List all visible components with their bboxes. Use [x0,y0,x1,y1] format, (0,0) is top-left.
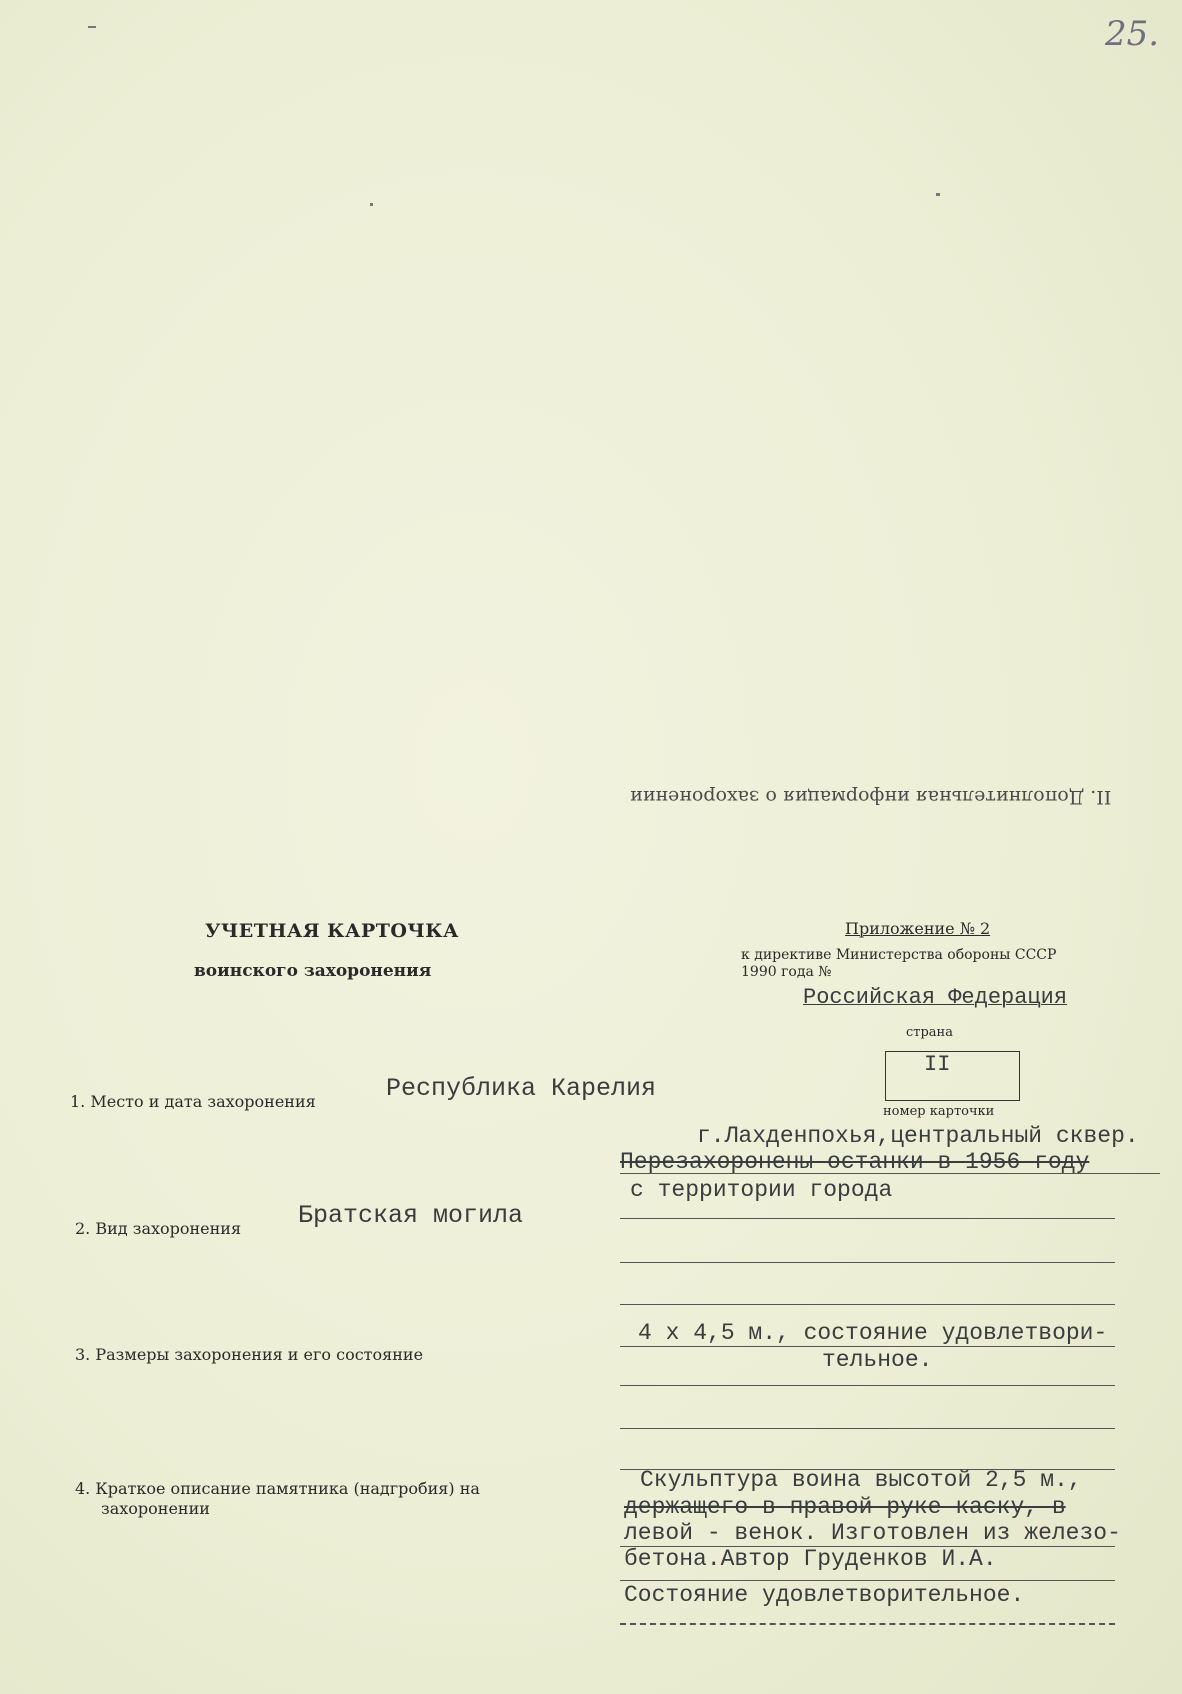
card-number-label: номер карточки [883,1104,995,1119]
field-monument-label-2: захоронении [101,1499,210,1518]
field-monument-value-3: левой - венок. Изготовлен из железо- [624,1520,1121,1546]
field-size-rule [620,1385,1115,1386]
field-monument-value-4: бетона.Автор Груденков И.А. [624,1546,997,1572]
field-type-rule [620,1304,1115,1305]
field-place-value-2: г.Лахденпохья,центральный сквер. [697,1123,1139,1149]
field-monument-value-2: держащего в правой руке каску, в [624,1494,1066,1520]
page-number: 25. [1105,14,1160,54]
field-size-label: 3. Размеры захоронения и его состояние [75,1345,424,1364]
field-monument-rule [620,1580,1115,1581]
appendix-label: Приложение № 2 [845,919,991,938]
card-number-box [885,1051,1020,1101]
directive-line1: к директиве Министерства обороны СССР [741,947,1057,963]
paper-speck [88,26,96,28]
field-monument-value-1: Скульптура воина высотой 2,5 м., [640,1467,1082,1493]
field-place-value-3: Перезахоронены останки в 1956 году [620,1149,1090,1175]
bleed-through-text: II. Дополнительная информация о захоронении [630,786,1112,808]
field-type-value: Братская могила [298,1201,524,1230]
field-monument-value-5: Состояние удовлетворительное. [624,1582,1025,1608]
field-size-value-2: тельное. [822,1347,933,1373]
field-place-rule [620,1218,1115,1219]
field-place-value-1: Республика Карелия [386,1074,657,1103]
field-type-rule [620,1262,1115,1263]
country-value: Российская Федерация [803,985,1068,1010]
field-place-value-4: с территории города [630,1177,893,1203]
card-number-value: II [924,1052,951,1077]
field-type-label: 2. Вид захоронения [75,1219,242,1238]
paper-speck [370,203,373,206]
field-size-rule [620,1428,1115,1429]
paper-speck [936,193,940,196]
card-title: УЧЕТНАЯ КАРТОЧКА [205,920,460,942]
field-monument-rule [620,1623,1115,1625]
field-place-label: 1. Место и дата захоронения [70,1092,316,1111]
directive-line2: 1990 года № [741,964,832,980]
card-subtitle: воинского захоронения [194,961,432,981]
country-label: страна [906,1025,953,1040]
field-monument-label-1: 4. Краткое описание памятника (надгробия) на [75,1479,480,1498]
field-size-value-1: 4 х 4,5 м., состояние удовлетвори- [638,1320,1108,1346]
field-place-rule [620,1173,1160,1174]
